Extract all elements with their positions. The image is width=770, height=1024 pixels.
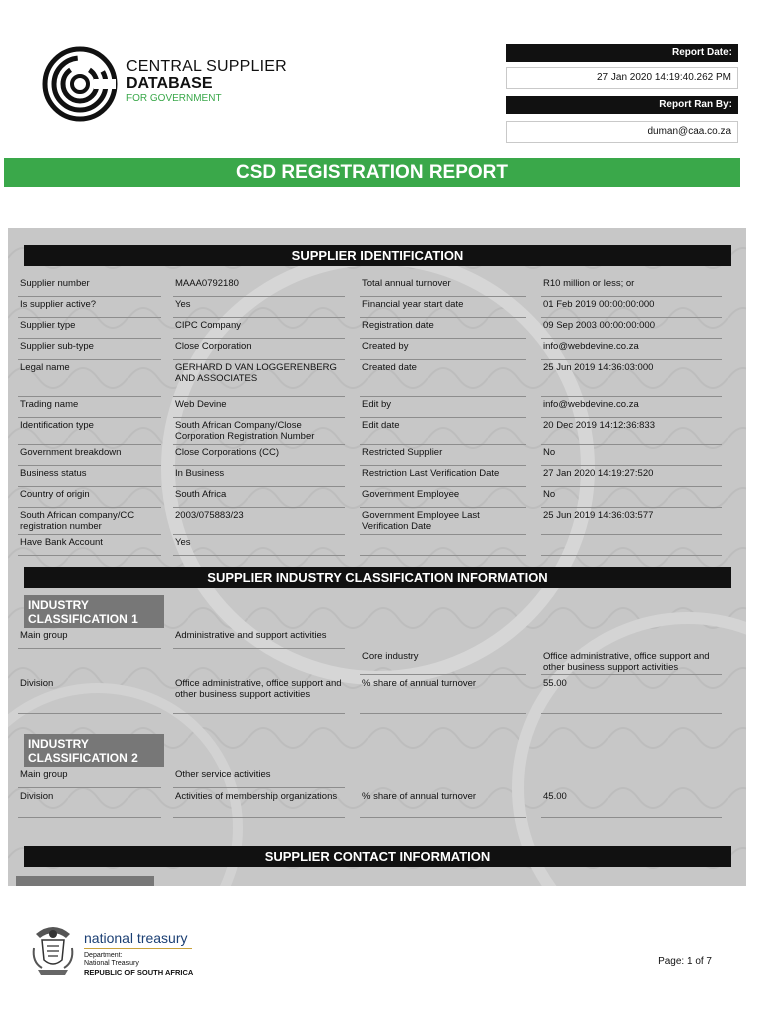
sid-row-label-right: Total annual turnover [360, 278, 526, 297]
sid-row-label: Supplier sub-type [18, 341, 161, 360]
sid-row-value: Yes [173, 299, 345, 318]
sid-row-label-right: Created by [360, 341, 526, 360]
ic1-division-value: Office administrative, office support and other business support activities [173, 678, 345, 714]
sid-row-label: Legal name [18, 362, 161, 397]
csd-logo [42, 46, 292, 126]
ic1-main-group-label: Main group [18, 630, 161, 649]
sid-row-value: Close Corporations (CC) [173, 447, 345, 466]
sid-row-label: Supplier number [18, 278, 161, 297]
report-date-value: 27 Jan 2020 14:19:40.262 PM [506, 67, 738, 89]
sid-row-label-right: Registration date [360, 320, 526, 339]
industry-classification-2-header: INDUSTRY CLASSIFICATION 2 [24, 734, 164, 767]
sid-row-value: MAAA0792180 [173, 278, 345, 297]
sid-row-label: Have Bank Account [18, 537, 161, 556]
national-treasury-logo [30, 922, 230, 978]
sid-row-label: Country of origin [18, 489, 161, 508]
sid-row-label: Supplier type [18, 320, 161, 339]
sid-row-label: Business status [18, 468, 161, 487]
ic1-core-industry-value: Office administrative, office support and other business support activities [541, 651, 722, 675]
ic1-share-value: 55.00 [541, 678, 722, 714]
report-content-panel [8, 228, 746, 886]
logo-line-2: DATABASE [126, 75, 213, 92]
sid-row-value-right: info@webdevine.co.za [541, 399, 722, 418]
page-number: Page: 1 of 7 [658, 956, 712, 967]
ic1-core-industry-label: Core industry [360, 651, 526, 675]
sid-row-value-right [541, 537, 722, 556]
contact-information-header: SUPPLIER CONTACT INFORMATION [24, 846, 731, 867]
report-date-label: Report Date: [506, 44, 738, 62]
sid-row-value: In Business [173, 468, 345, 487]
sid-row-value: Close Corporation [173, 341, 345, 360]
sid-row-value-right: 09 Sep 2003 00:00:00:000 [541, 320, 722, 339]
sid-row-value-right: 25 Jun 2019 14:36:03:000 [541, 362, 722, 397]
ic2-main-group-label: Main group [18, 769, 161, 788]
sid-row-value-right: 01 Feb 2019 00:00:00:000 [541, 299, 722, 318]
industry-classification-header: SUPPLIER INDUSTRY CLASSIFICATION INFORMATION [24, 567, 731, 588]
sid-row-label-right: Financial year start date [360, 299, 526, 318]
sid-row-value: South African Company/Close Corporation Registration Number [173, 420, 345, 445]
sid-row-label: Identification type [18, 420, 161, 445]
logo-line-1: CENTRAL SUPPLIER [126, 58, 287, 75]
sid-row-value: GERHARD D VAN LOGGERENBERG AND ASSOCIATES [173, 362, 345, 397]
sid-row-label: Is supplier active? [18, 299, 161, 318]
dept-line-1: Department: [84, 952, 123, 959]
sid-row-value: CIPC Company [173, 320, 345, 339]
csd-logo-mark-icon [42, 46, 118, 122]
sid-row-label-right: Edit date [360, 420, 526, 445]
sid-row-value-right: No [541, 447, 722, 466]
sid-row-label-right: Created date [360, 362, 526, 397]
sid-row-value-right: No [541, 489, 722, 508]
republic-label: REPUBLIC OF SOUTH AFRICA [84, 968, 194, 977]
dept-line-2: National Treasury [84, 960, 139, 967]
coat-of-arms-icon [30, 922, 76, 976]
logo-line-3: FOR GOVERNMENT [126, 93, 222, 104]
ic2-share-value: 45.00 [541, 791, 722, 818]
sid-row-value-right: 20 Dec 2019 14:12:36:833 [541, 420, 722, 445]
ic2-main-group-value: Other service activities [173, 769, 345, 788]
ic2-division-label: Division [18, 791, 161, 818]
sid-row-value-right: R10 million or less; or [541, 278, 722, 297]
sid-row-value-right: info@webdevine.co.za [541, 341, 722, 360]
sid-row-value: South Africa [173, 489, 345, 508]
report-ran-by-label: Report Ran By: [506, 96, 738, 114]
ic1-division-label: Division [18, 678, 161, 714]
sid-row-label: Government breakdown [18, 447, 161, 466]
sid-row-label-right: Government Employee Last Verification Date [360, 510, 526, 535]
sid-row-label-right: Edit by [360, 399, 526, 418]
footer-divider [84, 948, 192, 949]
national-treasury-title: national treasury [84, 930, 188, 946]
ic2-division-value: Activities of membership organizations [173, 791, 345, 818]
ic1-main-group-value: Administrative and support activities [173, 630, 345, 649]
ic2-share-label: % share of annual turnover [360, 791, 526, 818]
sid-row-value: Web Devine [173, 399, 345, 418]
sid-row-label: Trading name [18, 399, 161, 418]
report-title-banner: CSD REGISTRATION REPORT [4, 158, 740, 187]
ic1-share-label: % share of annual turnover [360, 678, 526, 714]
sid-row-label-right: Government Employee [360, 489, 526, 508]
sid-row-label: South African company/CC registration number [18, 510, 161, 535]
sid-row-value: Yes [173, 537, 345, 556]
supplier-identification-header: SUPPLIER IDENTIFICATION [24, 245, 731, 266]
contact-classification-tab [16, 876, 154, 886]
sid-row-value: 2003/075883/23 [173, 510, 345, 535]
sid-row-value-right: 25 Jun 2019 14:36:03:577 [541, 510, 722, 535]
sid-row-label-right [360, 537, 526, 556]
report-ran-by-value: duman@caa.co.za [506, 121, 738, 143]
sid-row-label-right: Restricted Supplier [360, 447, 526, 466]
industry-classification-1-header: INDUSTRY CLASSIFICATION 1 [24, 595, 164, 628]
national-treasury-department [84, 952, 139, 968]
sid-row-label-right: Restriction Last Verification Date [360, 468, 526, 487]
sid-row-value-right: 27 Jan 2020 14:19:27:520 [541, 468, 722, 487]
